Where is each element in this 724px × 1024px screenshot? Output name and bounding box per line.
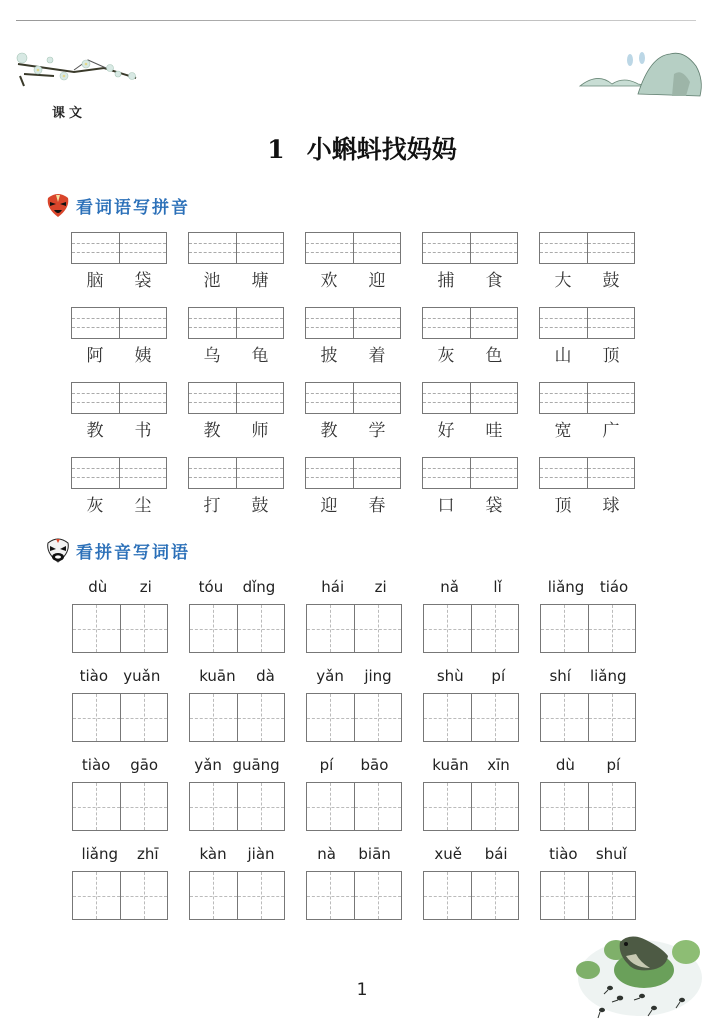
- pinyin-answer-cell[interactable]: [306, 458, 353, 488]
- pinyin-syllable: jing: [364, 667, 392, 685]
- tianzige-cell[interactable]: [424, 872, 471, 919]
- word-character: 鼓: [602, 271, 620, 291]
- pinyin-syllable: jiàn: [247, 845, 275, 863]
- pinyin-syllable: dǐng: [242, 578, 276, 596]
- pinyin-prompt: [72, 667, 168, 685]
- tianzige-box[interactable]: [306, 782, 402, 831]
- pinyin-syllable: pí: [319, 756, 334, 774]
- pinyin-answer-cell[interactable]: [189, 383, 236, 413]
- pinyin-item: [305, 457, 401, 523]
- pinyin-answer-cell[interactable]: [470, 458, 518, 488]
- pinyin-answer-box[interactable]: [539, 382, 635, 414]
- pinyin-answer-cell[interactable]: [423, 458, 470, 488]
- pinyin-syllable: yǎn: [194, 756, 222, 774]
- pinyin-syllable: kuān: [199, 667, 236, 685]
- tianzige-cell[interactable]: [354, 605, 402, 652]
- tianzige-cell[interactable]: [424, 694, 471, 741]
- word-character: 乌: [203, 346, 221, 366]
- word-character: 袋: [134, 271, 152, 291]
- word-characters: [305, 266, 401, 291]
- pinyin-prompt: [306, 667, 402, 685]
- word-characters: [539, 341, 635, 366]
- pinyin-syllable: lǐ: [493, 578, 502, 596]
- pinyin-answer-cell[interactable]: [189, 458, 236, 488]
- section1-heading-text: 看词语写拼音: [76, 197, 190, 218]
- tianzige-cell[interactable]: [190, 783, 237, 830]
- tianzige-box[interactable]: [306, 693, 402, 742]
- pinyin-answer-box[interactable]: [188, 307, 284, 339]
- word-character: 书: [134, 421, 152, 441]
- pinyin-syllable: shuǐ: [595, 845, 627, 863]
- tianzige-cell[interactable]: [354, 783, 402, 830]
- pinyin-prompt: [423, 756, 519, 774]
- pinyin-answer-cell[interactable]: [236, 458, 284, 488]
- pinyin-answer-cell[interactable]: [119, 233, 167, 263]
- pinyin-syllable: tiào: [549, 845, 578, 863]
- pinyin-answer-cell[interactable]: [72, 383, 119, 413]
- tianzige-box[interactable]: [423, 604, 519, 653]
- tianzige-box[interactable]: [72, 604, 168, 653]
- word-character: 龟: [251, 346, 269, 366]
- tianzige-box[interactable]: [72, 871, 168, 920]
- character-item: [423, 578, 519, 654]
- word-characters: [422, 341, 518, 366]
- pinyin-item: [539, 457, 635, 523]
- word-character: 顶: [602, 346, 620, 366]
- pinyin-prompt: [306, 756, 402, 774]
- tianzige-cell[interactable]: [471, 605, 519, 652]
- opera-mask-icon: [46, 192, 70, 218]
- section2-heading-text: 看拼音写词语: [76, 542, 190, 563]
- pinyin-answer-box[interactable]: [539, 307, 635, 339]
- pinyin-syllable: bái: [484, 845, 508, 863]
- pinyin-answer-box[interactable]: [188, 382, 284, 414]
- word-characters: [188, 491, 284, 516]
- word-characters: [305, 416, 401, 441]
- word-character: 春: [368, 496, 386, 516]
- pinyin-item: [188, 382, 284, 448]
- character-item: [189, 756, 285, 832]
- pinyin-prompt: [540, 667, 636, 685]
- pinyin-prompt: [189, 756, 285, 774]
- pinyin-syllable: shí: [549, 667, 571, 685]
- pinyin-syllable: zhī: [136, 845, 159, 863]
- pinyin-answer-cell[interactable]: [470, 233, 518, 263]
- word-characters: [188, 266, 284, 291]
- pinyin-item: [422, 307, 518, 373]
- pinyin-prompt: [423, 667, 519, 685]
- word-characters: [305, 491, 401, 516]
- word-character: 迎: [368, 271, 386, 291]
- character-item: [189, 845, 285, 921]
- pinyin-answer-cell[interactable]: [72, 233, 119, 263]
- pinyin-syllable: liǎng: [589, 667, 627, 685]
- pinyin-answer-box[interactable]: [305, 232, 401, 264]
- pinyin-syllable: yuǎn: [123, 667, 161, 685]
- character-item: [72, 667, 168, 743]
- pinyin-item: [422, 457, 518, 523]
- pinyin-prompt: [540, 756, 636, 774]
- pinyin-syllable: nà: [317, 845, 336, 863]
- pinyin-syllable: guāng: [232, 756, 280, 774]
- pinyin-syllable: pí: [606, 756, 621, 774]
- tianzige-box[interactable]: [72, 782, 168, 831]
- tianzige-cell[interactable]: [237, 872, 285, 919]
- pinyin-item: [539, 382, 635, 448]
- pinyin-answer-box[interactable]: [539, 232, 635, 264]
- pinyin-answer-cell[interactable]: [540, 308, 587, 338]
- tianzige-box[interactable]: [540, 604, 636, 653]
- word-character: 姨: [134, 346, 152, 366]
- pinyin-answer-cell[interactable]: [189, 308, 236, 338]
- pinyin-prompt: [72, 756, 168, 774]
- pinyin-syllable: tóu: [198, 578, 224, 596]
- tianzige-cell[interactable]: [424, 605, 471, 652]
- pinyin-syllable: kàn: [199, 845, 227, 863]
- pinyin-prompt: [423, 845, 519, 863]
- word-character: 鼓: [251, 496, 269, 516]
- pinyin-syllable: liǎng: [81, 845, 119, 863]
- character-item: [189, 578, 285, 654]
- pinyin-syllable: dà: [256, 667, 275, 685]
- pinyin-syllable: bāo: [360, 756, 389, 774]
- character-item: [540, 756, 636, 832]
- tianzige-cell[interactable]: [307, 694, 354, 741]
- word-character: 塘: [251, 271, 269, 291]
- pinyin-syllable: dù: [88, 578, 108, 596]
- word-character: 捕: [437, 271, 455, 291]
- tianzige-cell[interactable]: [471, 872, 519, 919]
- pinyin-answer-cell[interactable]: [540, 233, 587, 263]
- pinyin-syllable: liǎng: [547, 578, 585, 596]
- pinyin-syllable: hái: [321, 578, 345, 596]
- pinyin-answer-box[interactable]: [71, 307, 167, 339]
- lesson-number: 1: [267, 135, 285, 164]
- pinyin-answer-box[interactable]: [422, 307, 518, 339]
- word-characters: [422, 266, 518, 291]
- tianzige-cell[interactable]: [237, 694, 285, 741]
- frog-tadpoles-illustration-icon: [570, 928, 705, 1020]
- word-character: 口: [437, 496, 455, 516]
- tianzige-cell[interactable]: [424, 783, 471, 830]
- pinyin-syllable: tiào: [79, 667, 109, 685]
- pinyin-syllable: dù: [555, 756, 575, 774]
- word-character: 学: [368, 421, 386, 441]
- pinyin-answer-cell[interactable]: [470, 383, 518, 413]
- header-rule: [16, 20, 696, 21]
- word-character: 尘: [134, 496, 152, 516]
- pinyin-answer-cell[interactable]: [189, 233, 236, 263]
- word-character: 打: [203, 496, 221, 516]
- tianzige-cell[interactable]: [237, 783, 285, 830]
- pinyin-prompt: [72, 845, 168, 863]
- word-characters: [539, 266, 635, 291]
- pinyin-answer-box[interactable]: [71, 457, 167, 489]
- pinyin-item: [188, 307, 284, 373]
- tianzige-cell[interactable]: [588, 605, 636, 652]
- pinyin-syllable: zi: [139, 578, 152, 596]
- tianzige-cell[interactable]: [588, 694, 636, 741]
- pinyin-prompt: [540, 845, 636, 863]
- tianzige-cell[interactable]: [73, 694, 120, 741]
- pinyin-answer-cell[interactable]: [236, 233, 284, 263]
- tianzige-cell[interactable]: [120, 605, 168, 652]
- tianzige-box[interactable]: [306, 871, 402, 920]
- word-character: 阿: [86, 346, 104, 366]
- pinyin-answer-cell[interactable]: [236, 383, 284, 413]
- section2-heading: [46, 537, 190, 563]
- pinyin-item: [188, 232, 284, 298]
- tianzige-cell[interactable]: [541, 605, 588, 652]
- pinyin-answer-cell[interactable]: [119, 383, 167, 413]
- pinyin-prompt: [423, 578, 519, 596]
- word-character: 教: [86, 421, 104, 441]
- word-character: 球: [602, 496, 620, 516]
- character-item: [306, 756, 402, 832]
- character-item: [306, 845, 402, 921]
- character-item: [540, 845, 636, 921]
- pinyin-item: [305, 232, 401, 298]
- pinyin-answer-box[interactable]: [305, 307, 401, 339]
- pinyin-item: [71, 232, 167, 298]
- word-characters: [422, 491, 518, 516]
- word-character: 灰: [437, 346, 455, 366]
- word-character: 池: [203, 271, 221, 291]
- word-character: 大: [554, 271, 572, 291]
- word-character: 脑: [86, 271, 104, 291]
- word-character: 山: [554, 346, 572, 366]
- word-character: 师: [251, 421, 269, 441]
- pinyin-syllable: shù: [436, 667, 464, 685]
- pinyin-answer-cell[interactable]: [353, 383, 401, 413]
- pinyin-prompt: [189, 845, 285, 863]
- pinyin-answer-cell[interactable]: [587, 308, 635, 338]
- word-characters: [188, 341, 284, 366]
- pinyin-answer-cell[interactable]: [540, 458, 587, 488]
- pinyin-answer-box[interactable]: [422, 382, 518, 414]
- word-characters: [188, 416, 284, 441]
- word-character: 色: [485, 346, 503, 366]
- pinyin-prompt: [540, 578, 636, 596]
- word-character: 袋: [485, 496, 503, 516]
- character-item: [306, 578, 402, 654]
- word-characters: [71, 341, 167, 366]
- tianzige-box[interactable]: [189, 693, 285, 742]
- pinyin-item: [539, 232, 635, 298]
- tianzige-box[interactable]: [189, 871, 285, 920]
- pinyin-prompt: [306, 578, 402, 596]
- pinyin-answer-cell[interactable]: [306, 308, 353, 338]
- word-character: 灰: [86, 496, 104, 516]
- pinyin-answer-cell[interactable]: [72, 308, 119, 338]
- pinyin-answer-cell[interactable]: [587, 383, 635, 413]
- pinyin-answer-box[interactable]: [71, 232, 167, 264]
- pinyin-answer-cell[interactable]: [470, 308, 518, 338]
- word-characters: [71, 266, 167, 291]
- word-character: 迎: [320, 496, 338, 516]
- pinyin-answer-cell[interactable]: [353, 308, 401, 338]
- word-character: 哇: [485, 421, 503, 441]
- tianzige-box[interactable]: [189, 782, 285, 831]
- pinyin-syllable: pí: [491, 667, 506, 685]
- pinyin-prompt: [306, 845, 402, 863]
- word-character: 广: [602, 421, 620, 441]
- pinyin-answer-cell[interactable]: [423, 308, 470, 338]
- tianzige-box[interactable]: [540, 782, 636, 831]
- pinyin-item: [305, 382, 401, 448]
- tianzige-cell[interactable]: [237, 605, 285, 652]
- pinyin-answer-box[interactable]: [188, 232, 284, 264]
- pinyin-prompt: [189, 667, 285, 685]
- pinyin-item: [539, 307, 635, 373]
- mountain-illustration-icon: [578, 46, 708, 106]
- word-character: 宽: [554, 421, 572, 441]
- page-number: 1: [356, 980, 368, 1000]
- word-character: 欢: [320, 271, 338, 291]
- tianzige-cell[interactable]: [541, 872, 588, 919]
- word-character: 顶: [554, 496, 572, 516]
- tianzige-cell[interactable]: [190, 605, 237, 652]
- pinyin-syllable: biān: [358, 845, 391, 863]
- tianzige-cell[interactable]: [588, 783, 636, 830]
- tianzige-box[interactable]: [540, 693, 636, 742]
- tianzige-cell[interactable]: [190, 694, 237, 741]
- pinyin-item: [71, 382, 167, 448]
- tianzige-box[interactable]: [189, 604, 285, 653]
- pinyin-item: [305, 307, 401, 373]
- word-characters: [539, 416, 635, 441]
- pinyin-answer-cell[interactable]: [306, 233, 353, 263]
- tianzige-cell[interactable]: [120, 872, 168, 919]
- pinyin-item: [188, 457, 284, 523]
- character-item: [423, 845, 519, 921]
- pinyin-answer-box[interactable]: [71, 382, 167, 414]
- pinyin-item: [71, 457, 167, 523]
- opera-mask-icon: [46, 537, 70, 563]
- pinyin-answer-cell[interactable]: [587, 233, 635, 263]
- pinyin-answer-cell[interactable]: [353, 458, 401, 488]
- tianzige-cell[interactable]: [354, 872, 402, 919]
- word-characters: [71, 491, 167, 516]
- pinyin-syllable: kuān: [432, 756, 469, 774]
- word-character: 教: [320, 421, 338, 441]
- pinyin-answer-cell[interactable]: [306, 383, 353, 413]
- character-item: [72, 578, 168, 654]
- character-item: [189, 667, 285, 743]
- pinyin-item: [422, 232, 518, 298]
- pinyin-answer-cell[interactable]: [423, 383, 470, 413]
- tianzige-cell[interactable]: [541, 783, 588, 830]
- section-label: 课文: [52, 106, 87, 121]
- word-characters: [71, 416, 167, 441]
- plum-branch-illustration-icon: [14, 46, 139, 92]
- tianzige-cell[interactable]: [307, 783, 354, 830]
- pinyin-prompt: [189, 578, 285, 596]
- tianzige-box[interactable]: [423, 782, 519, 831]
- pinyin-answer-cell[interactable]: [119, 458, 167, 488]
- character-item: [72, 756, 168, 832]
- pinyin-answer-cell[interactable]: [119, 308, 167, 338]
- pinyin-prompt: [72, 578, 168, 596]
- character-item: [423, 667, 519, 743]
- tianzige-cell[interactable]: [120, 694, 168, 741]
- pinyin-answer-cell[interactable]: [540, 383, 587, 413]
- word-character: 好: [437, 421, 455, 441]
- pinyin-syllable: yǎn: [316, 667, 344, 685]
- character-item: [540, 667, 636, 743]
- tianzige-box[interactable]: [423, 693, 519, 742]
- tianzige-cell[interactable]: [307, 872, 354, 919]
- section1-heading: [46, 192, 190, 218]
- tianzige-box[interactable]: [72, 693, 168, 742]
- character-item: [72, 845, 168, 921]
- lesson-title: [0, 130, 724, 166]
- pinyin-answer-cell[interactable]: [72, 458, 119, 488]
- tianzige-cell[interactable]: [190, 872, 237, 919]
- pinyin-answer-box[interactable]: [422, 457, 518, 489]
- word-characters: [539, 491, 635, 516]
- pinyin-syllable: xuě: [434, 845, 462, 863]
- tianzige-cell[interactable]: [541, 694, 588, 741]
- tianzige-cell[interactable]: [471, 694, 519, 741]
- word-character: 食: [485, 271, 503, 291]
- pinyin-syllable: zi: [374, 578, 387, 596]
- word-characters: [305, 341, 401, 366]
- pinyin-item: [422, 382, 518, 448]
- word-character: 着: [368, 346, 386, 366]
- tianzige-cell[interactable]: [120, 783, 168, 830]
- tianzige-cell[interactable]: [471, 783, 519, 830]
- pinyin-answer-cell[interactable]: [423, 233, 470, 263]
- pinyin-syllable: gāo: [130, 756, 159, 774]
- word-character: 披: [320, 346, 338, 366]
- pinyin-answer-box[interactable]: [188, 457, 284, 489]
- character-item: [423, 756, 519, 832]
- tianzige-box[interactable]: [540, 871, 636, 920]
- character-item: [540, 578, 636, 654]
- pinyin-syllable: nǎ: [440, 578, 459, 596]
- pinyin-answer-box[interactable]: [422, 232, 518, 264]
- pinyin-syllable: tiào: [81, 756, 111, 774]
- pinyin-answer-box[interactable]: [305, 457, 401, 489]
- pinyin-syllable: xīn: [487, 756, 510, 774]
- tianzige-cell[interactable]: [354, 694, 402, 741]
- tianzige-cell[interactable]: [73, 783, 120, 830]
- pinyin-answer-box[interactable]: [305, 382, 401, 414]
- pinyin-item: [71, 307, 167, 373]
- tianzige-cell[interactable]: [307, 605, 354, 652]
- pinyin-answer-box[interactable]: [539, 457, 635, 489]
- word-characters: [422, 416, 518, 441]
- pinyin-answer-cell[interactable]: [353, 233, 401, 263]
- word-character: 教: [203, 421, 221, 441]
- tianzige-cell[interactable]: [588, 872, 636, 919]
- character-item: [306, 667, 402, 743]
- tianzige-box[interactable]: [306, 604, 402, 653]
- pinyin-answer-cell[interactable]: [236, 308, 284, 338]
- tianzige-cell[interactable]: [73, 605, 120, 652]
- tianzige-cell[interactable]: [73, 872, 120, 919]
- tianzige-box[interactable]: [423, 871, 519, 920]
- lesson-title-text: 小蝌蚪找妈妈: [306, 135, 457, 164]
- pinyin-answer-cell[interactable]: [587, 458, 635, 488]
- pinyin-syllable: tiáo: [599, 578, 629, 596]
